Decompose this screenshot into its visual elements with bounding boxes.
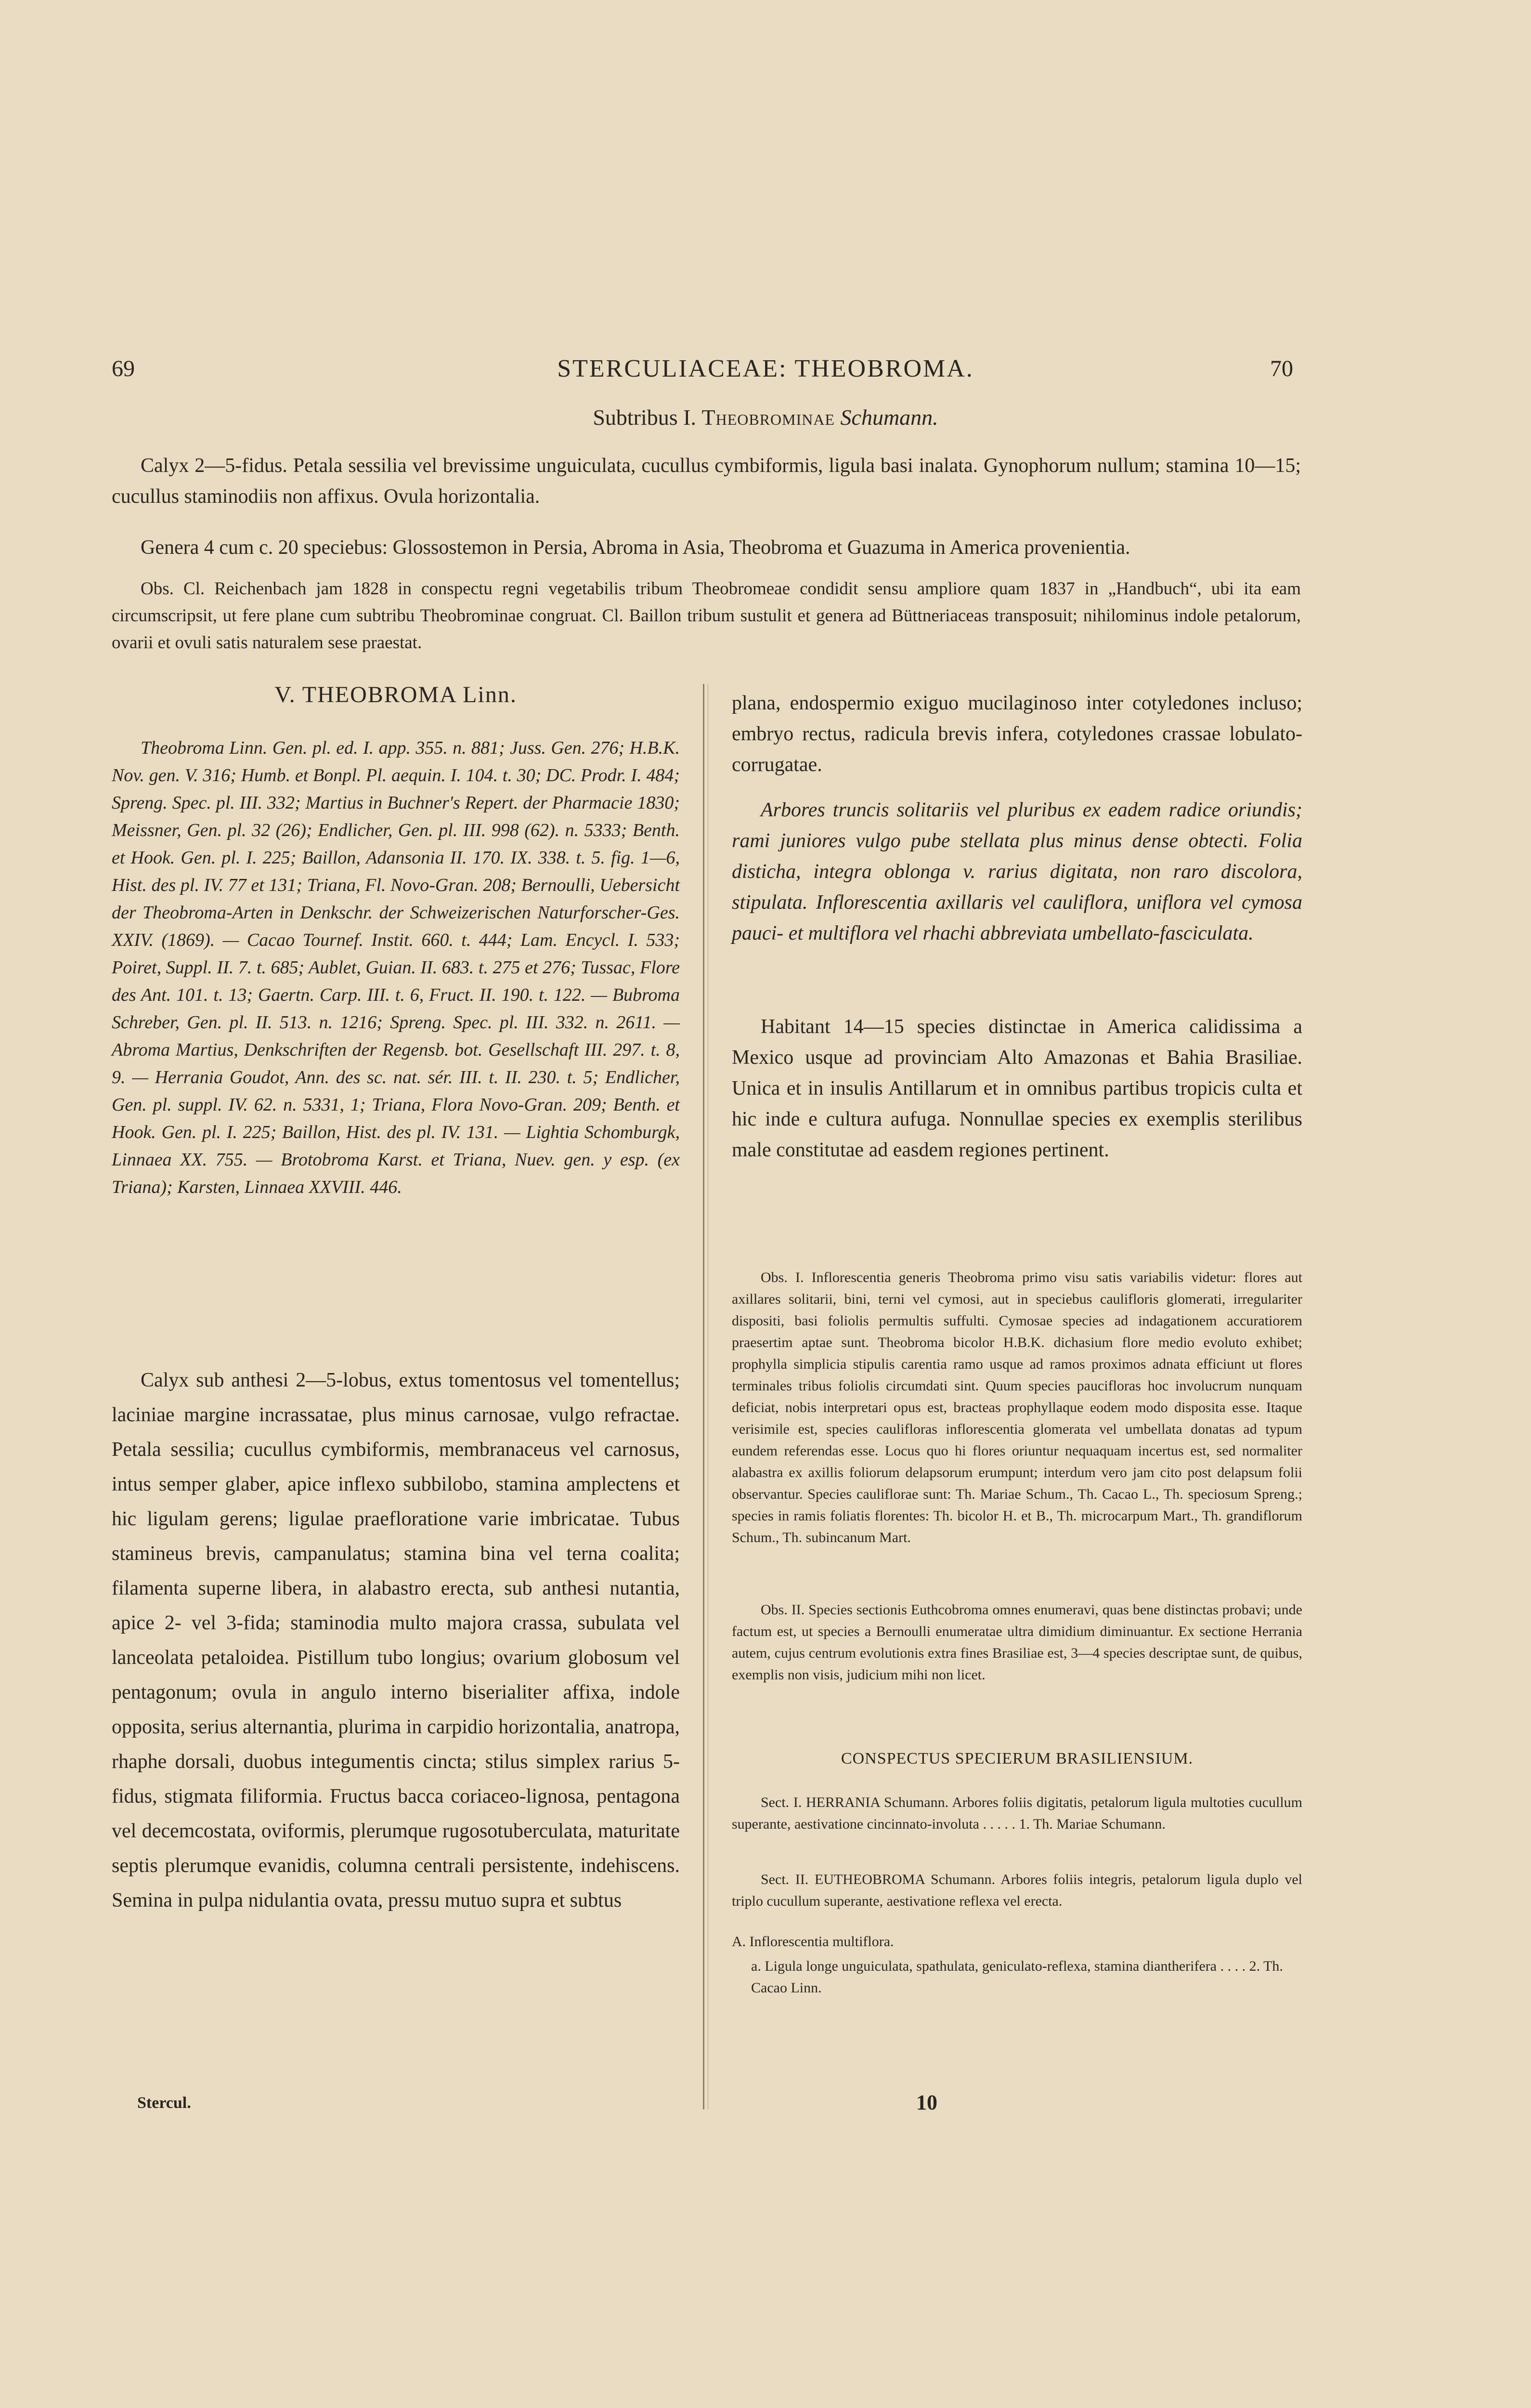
synonymy-paragraph: Theobroma Linn. Gen. pl. ed. I. app. 355. n. 881; Juss. Gen. 276; H.B.K. Nov. gen. V. 316; Humb. et Bonpl. Pl. aequin. I. 104. t. 30; DC. Prodr. I. 484; Spreng. Spec. pl. III. 332; Martius in Buchner's Repert. der Pharmacie 1830; Meissner, Gen. pl. 32 (26); Endlicher, Gen. pl. III. 998 (62). n. 5333; Benth. et Hook. Gen. pl. I. 225; Baillon, Adansonia II. 170. IX. 338. t. 5. fig. 1—6, Hist. des pl. IV. 77 et 131; Triana, Fl. Novo-Gran. 208; Bernoulli, Uebersicht der Theobroma-Arten in Denkschr. der Schweizerischen Naturforscher-Ges. XXIV. (1869). — Cacao Tournef. Instit. 660. t. 444; Lam. Encycl. I. 533; Poiret, Suppl. II. 7. t. 685; Aublet, Guian. II. 683. t. 275 et 276; Tussac, Flore des Ant. 101. t. 13; Gaertn. Carp. III. t. 6, Fruct. II. 190. t. 122. — Bubroma Schreber, Gen. pl. II. 513. n. 1216; Spreng. Spec. pl. III. 332. n. 2611. — Abroma Martius, Denkschriften der Regensb. bot. Gesellschaft III. 297. t. 8, 9. — Herrania Goudot, Ann. des sc. nat. sér. III. t. II. 230. t. 5; Endlicher, Gen. pl. suppl. IV. 62. n. 5331, 1; Triana, Flora Novo-Gran. 209; Benth. et Hook. Gen. pl. I. 225; Baillon, Hist. des pl. IV. 131. — Lightia Schomburgk, Linnaea XX. 755. — Brotobroma Karst. et Triana, Nuev. gen. y esp. (ex Triana); Karsten, Linnaea XXVIII. 446. bbox=[112, 738, 680, 1197]
running-title: STERCULIACEAE: THEOBROMA. bbox=[557, 355, 974, 382]
header-left-page-number: 69 bbox=[112, 356, 135, 381]
key-line-a1: a. Ligula longe unguiculata, spathulata, geniculato-reflexa, stamina diantherifera . . . . 2. Th. Cacao Linn. bbox=[751, 1958, 1283, 1996]
subtribus-heading bbox=[0, 405, 1531, 430]
genus-heading: V. THEOBROMA Linn. bbox=[274, 682, 517, 707]
header-right-page-number: 70 bbox=[1270, 356, 1293, 381]
observation-note: Obs. Cl. Reichenbach jam 1828 in conspectu regni vegetabilis tribum Theobromeae condidit sensu ampliore quam 1837 in „Handbuch“, ubi ita eam circumscripsit, ut fere plane cum subtribu Theobrominae congruat. Cl. Baillon tribum sustulit et genera ad Büttneriaceas transposuit; nihilominus indole petalorum, ovarii et ovuli satis naturalem sese praestat. bbox=[112, 579, 1301, 653]
habit-description: Arbores truncis solitariis vel pluribus ex eadem radice oriundis; rami juniores vulgo pube stellata plus minus dense obtecti. Folia disticha, integra oblonga v. rarius digitata, non raro discolora, stipulata. Inflorescentia axillaris vel cauliflora, uniflora vel cymosa pauci- et multiflora vel rhachi abbreviata umbellato-fasciculata. bbox=[732, 799, 1302, 944]
key-section-one: Sect. I. HERRANIA Schumann. Arbores foliis digitatis, petalorum ligula multoties cucullum superante, aestivatione cincinnato-involuta . . . . . 1. Th. Mariae Schumann. bbox=[732, 1794, 1302, 1832]
subtribus-diagnosis: Calyx 2—5-fidus. Petala sessilia vel brevissime unguiculata, cucullus cymbiformis, ligula basi inalata. Gynophorum nullum; stamina 10—15; cucullus staminodiis non affixus. Ovula horizontalia. bbox=[112, 455, 1301, 508]
observation-one: Obs. I. Inflorescentia generis Theobroma primo visu satis variabilis videtur: flores aut axillares solitarii, bini, terni vel cymosi, aut in speciebus caulifloris glomerati, irregulariter dispositi, basi foliolis permultis suffulti. Cymosae species ad indagationem accuratiorem praesertim aptae sunt. Theobroma bicolor H.B.K. dichasium flore medio evoluto exhibet; prophylla simplicia stipulis carentia ramo usque ad ramos proximos adnata efficiunt ut flores terminales tribus foliolis circumdati sint. Quum species paucifloras hoc involucrum nunquam deficiat, nobis interpretari opus est, bracteas prophyllaque eodem modo disposita esse. Itaque verisimile est, species caulifloras inflorescentia glomerata vel umbellata donatas ad typum eundem referendas esse. Locus quo hi flores oriuntur nequaquam incertus est, sed normaliter alabastra ex axillis foliorum delapsorum erumpunt; interdum vero jam cito post delapsum folii observantur. Species cauliflorae sunt: Th. Mariae Schum., Th. Cacao L., Th. speciosum Spreng.; species in ramis foliatis florentes: Th. bicolor H. et B., Th. microcarpum Mart., Th. grandiflorum Schum., Th. subincanum Mart. bbox=[732, 1269, 1302, 1545]
subtribus-author: Schumann. bbox=[840, 405, 938, 430]
conspectus-heading: CONSPECTUS SPECIERUM BRASILIENSIUM. bbox=[841, 1750, 1194, 1767]
key-section-two: Sect. II. EUTHEOBROMA Schumann. Arbores foliis integris, petalorum ligula duplo vel triplo cucullum superante, aestivatione reflexa vel erecta. bbox=[732, 1871, 1302, 1909]
observation-two: Obs. II. Species sectionis Euthcobroma omnes enumeravi, quas bene distinctas probavi; unde factum est, ut species a Bernoulli enumeratae ultra dimidium diminuantur. Ex sectione Herrania autem, cujus centrum evolutionis extra fines Brasiliae est, 3—4 species descriptae sunt, de quibus, exemplis non visis, judicium mihi non licet. bbox=[732, 1602, 1302, 1683]
subtribus-name: Theobrominae bbox=[701, 405, 835, 430]
signature-mark: Stercul. bbox=[137, 2094, 191, 2112]
column-divider bbox=[703, 684, 704, 2109]
seed-description: plana, endospermio exiguo mucilaginoso inter cotyledones incluso; embryo rectus, radicula brevis infera, cotyledones crassae lobulato-corrugatae. bbox=[732, 692, 1302, 776]
subtribus-prefix: Subtribus I. bbox=[593, 405, 696, 430]
key-line-a: A. Inflorescentia multiflora. bbox=[732, 1934, 894, 1950]
generic-description: Calyx sub anthesi 2—5-lobus, extus tomentosus vel tomentellus; laciniae margine incrassatae, plus minus carnosae, vulgo refractae. Petala sessilia; cucullus cymbiformis, membranaceus vel carnosus, intus semper glaber, apice inflexo subbilobo, stamina amplectens et hic ligulam gerens; ligulae praefloratione varie imbricatae. Tubus stamineus brevis, campanulatus; stamina bina vel terna coalita; filamenta superne libera, in alabastro erecta, sub anthesi nutantia, apice 2- vel 3-fida; staminodia multo majora crassa, subulata vel lanceolata petaloidea. Pistillum tubo longius; ovarium globosum vel pentagonum; ovula in angulo interno biserialiter affixa, indole opposita, serius alternantia, plurima in carpidio horizontalia, anatropa, rhaphe dorsali, duobus integumentis cincta; stilus simplex rarius 5-fidus, stigmata filiformia. Fructus bacca coriaceo-lignosa, pentagona vel decemcostata, oviformis, plerumque rugosotuberculata, maturitate septis plerumque evanidis, columna centrali persistente, indehiscens. Semina in pulpa nidulantia ovata, pressu mutuo supra et subtus bbox=[112, 1369, 680, 1911]
distribution-paragraph: Habitant 14—15 species distinctae in America calidissima a Mexico usque ad provinciam Alto Amazonas et Bahia Brasiliae. Unica et in insulis Antillarum et in omnibus partibus tropicis culta et hic inde e cultura aufuga. Nonnullae species ex exemplis sterilibus male constitutae ad easdem regiones pertinent. bbox=[732, 1016, 1302, 1161]
genera-summary: Genera 4 cum c. 20 speciebus: Glossostemon in Persia, Abroma in Asia, Theobroma et Guazuma in America provenientia. bbox=[141, 537, 1130, 559]
sheet-number: 10 bbox=[916, 2091, 937, 2114]
